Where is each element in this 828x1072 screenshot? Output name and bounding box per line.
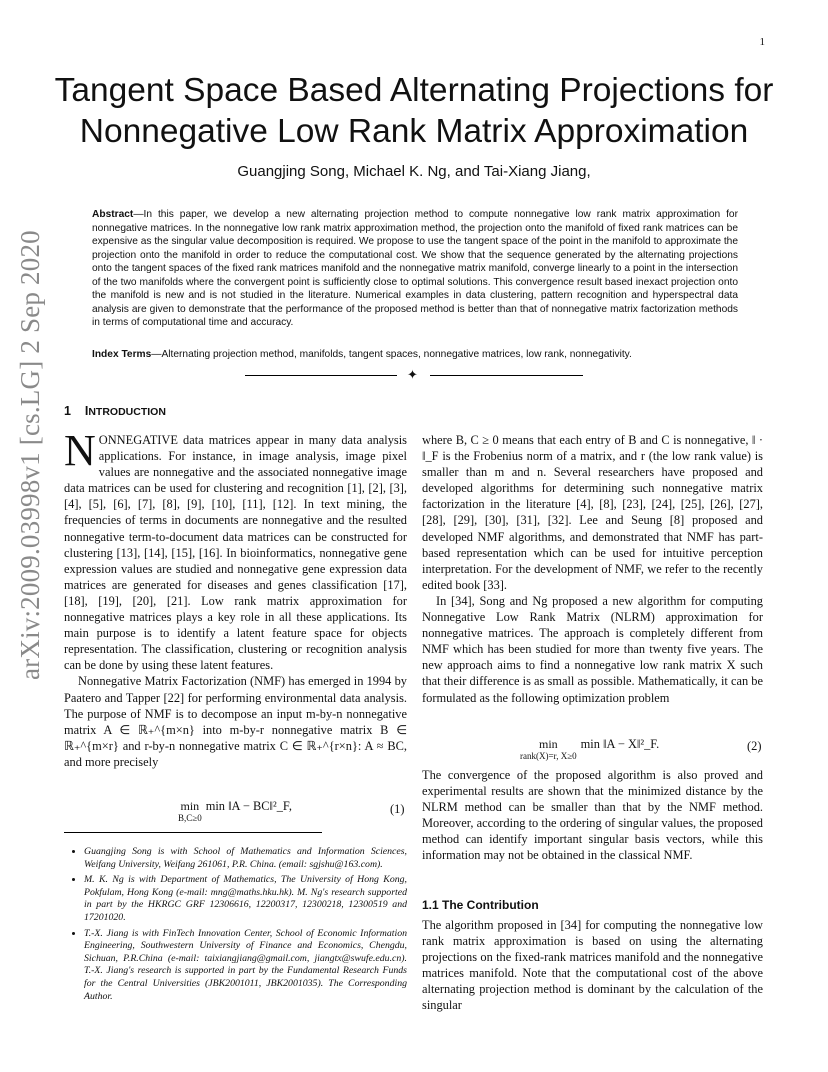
separator-left — [245, 375, 397, 376]
page-number: 1 — [759, 36, 765, 48]
section-heading-introduction: 1 INTRODUCTION — [64, 404, 166, 418]
abstract-label: Abstract — [92, 209, 134, 220]
arxiv-stamp: arXiv:2009.03998v1 [cs.LG] 2 Sep 2020 — [15, 230, 45, 680]
equation-1-subscript: B,C≥0 — [178, 813, 202, 823]
footnote-2: • M. K. Ng is with Department of Mathematics, The University of Hong Kong, Pokfulam, Hong Kong (e-mail: mng@maths.hku.hk). M. Ng's research supported in part by the HKRGC GRF 12306616, 12200317, 12300218, 12300519 and 17201020. — [84, 874, 407, 924]
left-column — [64, 426, 407, 770]
footnote-3: • T.-X. Jiang is with FinTech Innovation Center, School of Economic Information Engineering, Southwestern University of Finance and Economics, Chengdu, Sichuan, P.R.China (e-mail: taixiangjiang@gmail.com, jiangtx@swufe.edu.cn). T.-X. Jiang's research is supported in part by the Fundamental Research Funds for the Central Universities (JBK2001011, JBK2001035). The Corresponding Author. — [84, 928, 407, 1004]
equation-1-body: min ‖A − BC‖²_F, — [205, 799, 292, 813]
index-terms — [92, 348, 738, 362]
right-paragraph-3: The convergence of the proposed algorithm is also proved and experimental results are shown that the minimized distance by the NLRM method can be smaller than that by the NMF method. Moreover, according to the ordering of singular values, the proposed method can identify important singular basis vectors, while this information may not be obtained in the classical NMF. — [422, 768, 763, 863]
right-paragraph-4: The algorithm proposed in [34] for computing the nonnegative low rank matrix approximation is based on using the alternating projections on the fixed-rank matrices manifold and the nonnegative matrices manifold. Note that the computational cost of the above alternating projection method is dominant by the calculation of the singular — [422, 918, 763, 1013]
drop-cap: N — [64, 426, 96, 475]
abstract — [92, 208, 738, 330]
right-column-top — [422, 432, 763, 706]
footnote-rule — [64, 832, 322, 833]
paper-title: Tangent Space Based Alternating Projections for Nonnegative Low Rank Matrix Approximation — [54, 72, 774, 150]
equation-1-number: (1) — [390, 802, 405, 816]
index-terms-text: —Alternating projection method, manifolds, tangent spaces, nonnegative matrices, low rank, nonnegativity. — [151, 349, 632, 360]
abstract-text: —In this paper, we develop a new alternating projection method to compute nonnegative low rank matrix approximation for nonnegative matrices. In the nonnegative low rank matrix approximation method, the projection onto the manifold of fixed rank matrices can be expensive as the singular value decomposition is required. We propose to use the tangent space of the point in the manifold to approximate the projection onto the manifold in order to reduce the computational cost. We show that the sequence generated by the alternating projections onto the tangent spaces of the fixed rank matrices manifold and the nonnegative matrix manifold, converge linearly to a point in the intersection of the two manifolds where the convergent point is sufficiently close to optimal solutions. This convergence result based inexact projection onto the manifold is new and is not studied in the literature. Numerical examples in data clustering, pattern recognition and hyperspectral data analysis are given to demonstrate that the performance of the proposed method is better than that of nonnegative matrix factorization methods in terms of computational time and accuracy. — [92, 209, 738, 328]
subsection-heading-contribution: 1.1 The Contribution — [422, 898, 539, 912]
separator-right — [430, 375, 583, 376]
equation-2-body: min ‖A − X‖²_F. — [580, 737, 660, 751]
intro-paragraph-1: NONNEGATIVE data matrices appear in many data analysis applications. For instance, in image analysis, image pixel values are nonnegative and the associated nonnegative image data matrices can be used for clustering and recognition [1], [2], [3], [4], [5], [6], [7], [8], [9], [10], [11], [12]. In text mining, the frequencies of terms in documents are nonnegative and the resulted nonnegative term-to-document data matrices can be constructed for clustering [13], [14], [15], [16]. In bioinformatics, nonnegative gene expression values are studied and nonnegative gene expression data matrices are generated for diseases and genes classification [17], [18], [19], [20], [21]. Low rank matrix approximation for nonnegative matrices plays a key role in all these applications. Its main purpose is to identify a latent feature space for objects representation. The classification, clustering or recognition analysis can be done by using these latent features. — [64, 426, 407, 673]
equation-2-number: (2) — [747, 739, 762, 753]
index-terms-label: Index Terms — [92, 349, 152, 360]
right-paragraph-1: where B, C ≥ 0 means that each entry of B and C is nonnegative, ‖ · ‖_F is the Frobenius norm of a matrix, and r (the low rank value) is smaller than m and n. Several researchers have proposed and developed algorithms for determining such nonnegative matrix factorization in the literature [4], [8], [23], [24], [25], [26], [27], [28], [29], [30], [31], [32]. Lee and Seung [8] proposed and developed NMF algorithms, and demonstrated that NMF has part-based representation which can be used for intuitive perception interpretation. For the development of NMF, we refer to the recently edited book [33]. — [422, 433, 763, 592]
intro-paragraph-2: Nonnegative Matrix Factorization (NMF) has emerged in 1994 by Paatero and Tapper [22] for performing environmental data analysis. The purpose of NMF is to decompose an input m-by-n nonnegative matrix A ∈ ℝ₊^{m×n} into m-by-r nonnegative matrix B ∈ ℝ₊^{m×r} and r-by-n nonnegative matrix C ∈ ℝ₊^{r×n}: A ≈ BC, and more precisely — [64, 674, 407, 769]
equation-2-subscript: rank(X)=r, X≥0 — [520, 751, 577, 761]
equation-2: min rank(X)=r, X≥0 min ‖A − X‖²_F. — [520, 737, 660, 761]
right-paragraph-2: In [34], Song and Ng proposed a new algorithm for computing Nonnegative Low Rank Matrix (NLRM) approximation for nonnegative matrices. The approach is completely different from NMF which has been studied for more than twenty five years. The new approach aims to find a nonnegative low rank matrix X such that their difference is as small as possible. Mathematically, it can be formulated as the following optimization problem — [422, 593, 763, 705]
equation-1: min B,C≥0 min ‖A − BC‖²_F, — [178, 799, 292, 823]
footnotes — [64, 846, 407, 1006]
author-list: Guangjing Song, Michael K. Ng, and Tai-Xiang Jiang, — [237, 163, 591, 180]
footnote-1: • Guangjing Song is with School of Mathematics and Information Sciences, Weifang University, Weifang 261061, P.R. China. (email: sgjshu@163.com). — [84, 846, 407, 871]
separator-diamond-icon: ✦ — [407, 367, 418, 382]
